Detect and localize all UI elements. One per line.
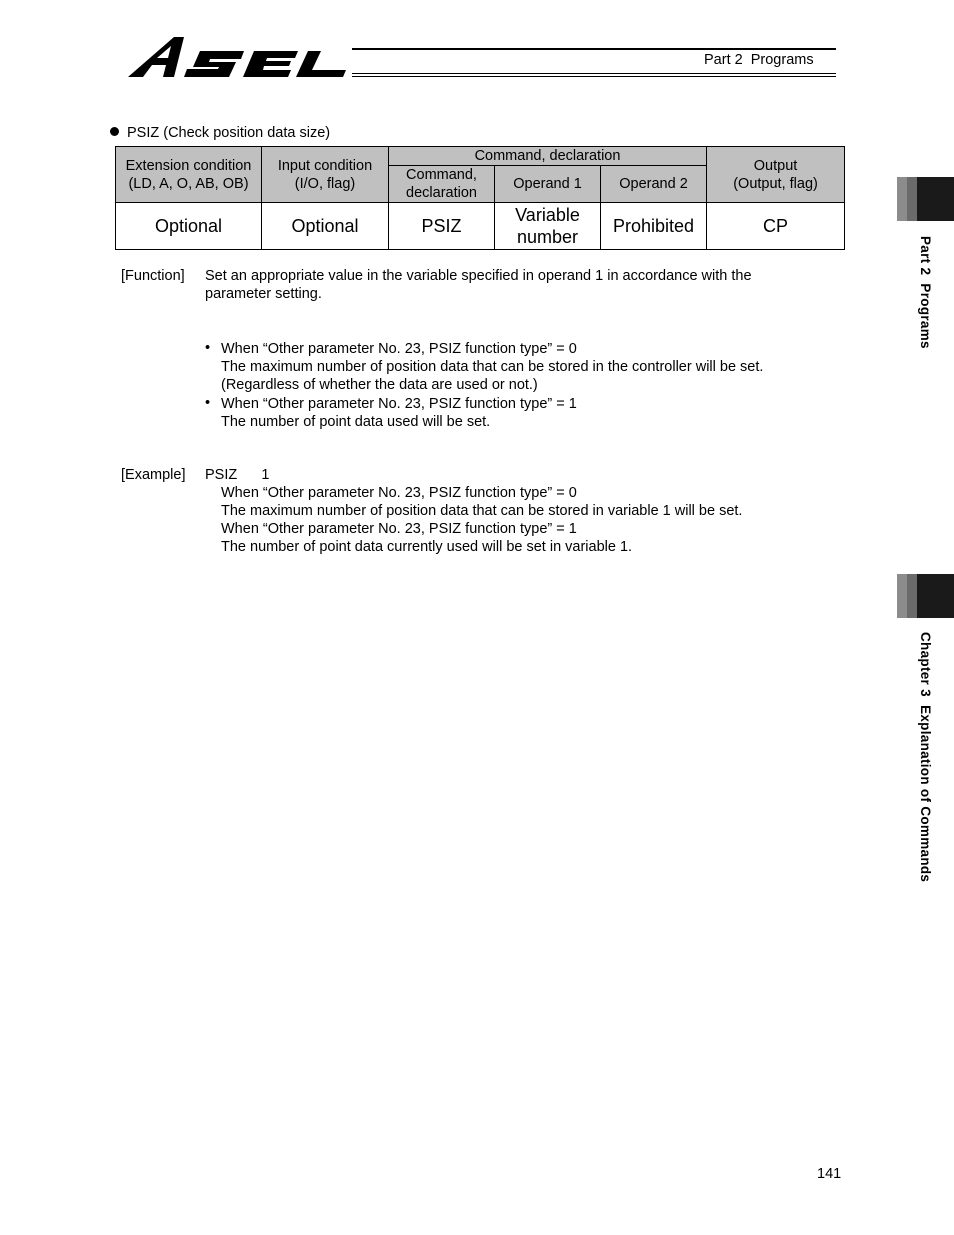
command-title bbox=[110, 125, 330, 141]
header-part-label: Part 2 Programs bbox=[704, 52, 814, 68]
header-operand-2: Operand 2 bbox=[601, 166, 707, 203]
header-rule-bottom-2 bbox=[352, 76, 836, 77]
side-label-chapter: Chapter 3 Explanation of Commands bbox=[918, 632, 933, 883]
header-operand-1: Operand 1 bbox=[495, 166, 601, 203]
bullet-1-marker: • bbox=[205, 340, 211, 356]
command-title-text: PSIZ (Check position data size) bbox=[127, 125, 331, 141]
page-number: 141 bbox=[817, 1166, 842, 1182]
table-header-row bbox=[116, 147, 845, 166]
header-extension-condition: Extension condition (LD, A, O, AB, OB) bbox=[116, 147, 262, 203]
example-label: [Example] bbox=[121, 467, 186, 483]
value-output: CP bbox=[707, 203, 845, 250]
bullet-2-marker: • bbox=[205, 395, 211, 411]
header-rule-top bbox=[352, 48, 836, 50]
example-code: PSIZ 1 bbox=[205, 467, 270, 483]
header-rule-bottom bbox=[352, 73, 836, 74]
side-tab-part bbox=[897, 177, 954, 221]
value-operand-1: Variable number bbox=[495, 203, 601, 250]
header-output: Output (Output, flag) bbox=[707, 147, 845, 203]
function-bullet-1-head: When “Other parameter No. 23, PSIZ function type” = 0 bbox=[221, 341, 577, 357]
example-description: When “Other parameter No. 23, PSIZ function type” = 0 The maximum number of position data that can be stored in variable 1 will be set. When “Other parameter No. 23, PSIZ function type” = 1 The number of point data currently used will be set in variable 1. bbox=[221, 485, 743, 555]
header-command-group: Command, declaration bbox=[389, 147, 707, 166]
table-value-row bbox=[116, 203, 845, 250]
function-bullet-2-head: When “Other parameter No. 23, PSIZ function type” = 1 bbox=[221, 396, 577, 412]
side-tab-chapter bbox=[897, 574, 954, 618]
bullet-dot-icon bbox=[110, 127, 119, 136]
side-label-part: Part 2 Programs bbox=[918, 236, 933, 349]
value-input-condition: Optional bbox=[262, 203, 389, 250]
value-operand-2: Prohibited bbox=[601, 203, 707, 250]
value-extension-condition: Optional bbox=[116, 203, 262, 250]
asel-logo bbox=[126, 34, 348, 85]
command-spec-table bbox=[115, 146, 845, 250]
header-input-condition: Input condition (I/O, flag) bbox=[262, 147, 389, 203]
value-command: PSIZ bbox=[389, 203, 495, 250]
function-bullet-1-body: The maximum number of position data that can be stored in the controller will be set. (Regardless of whether the data are used or not.) bbox=[221, 359, 764, 393]
function-bullet-2-body: The number of point data used will be set. bbox=[221, 414, 491, 430]
function-text: Set an appropriate value in the variable specified in operand 1 in accordance with the parameter setting. bbox=[205, 268, 752, 302]
header-command: Command, declaration bbox=[389, 166, 495, 203]
function-label: [Function] bbox=[121, 268, 185, 284]
